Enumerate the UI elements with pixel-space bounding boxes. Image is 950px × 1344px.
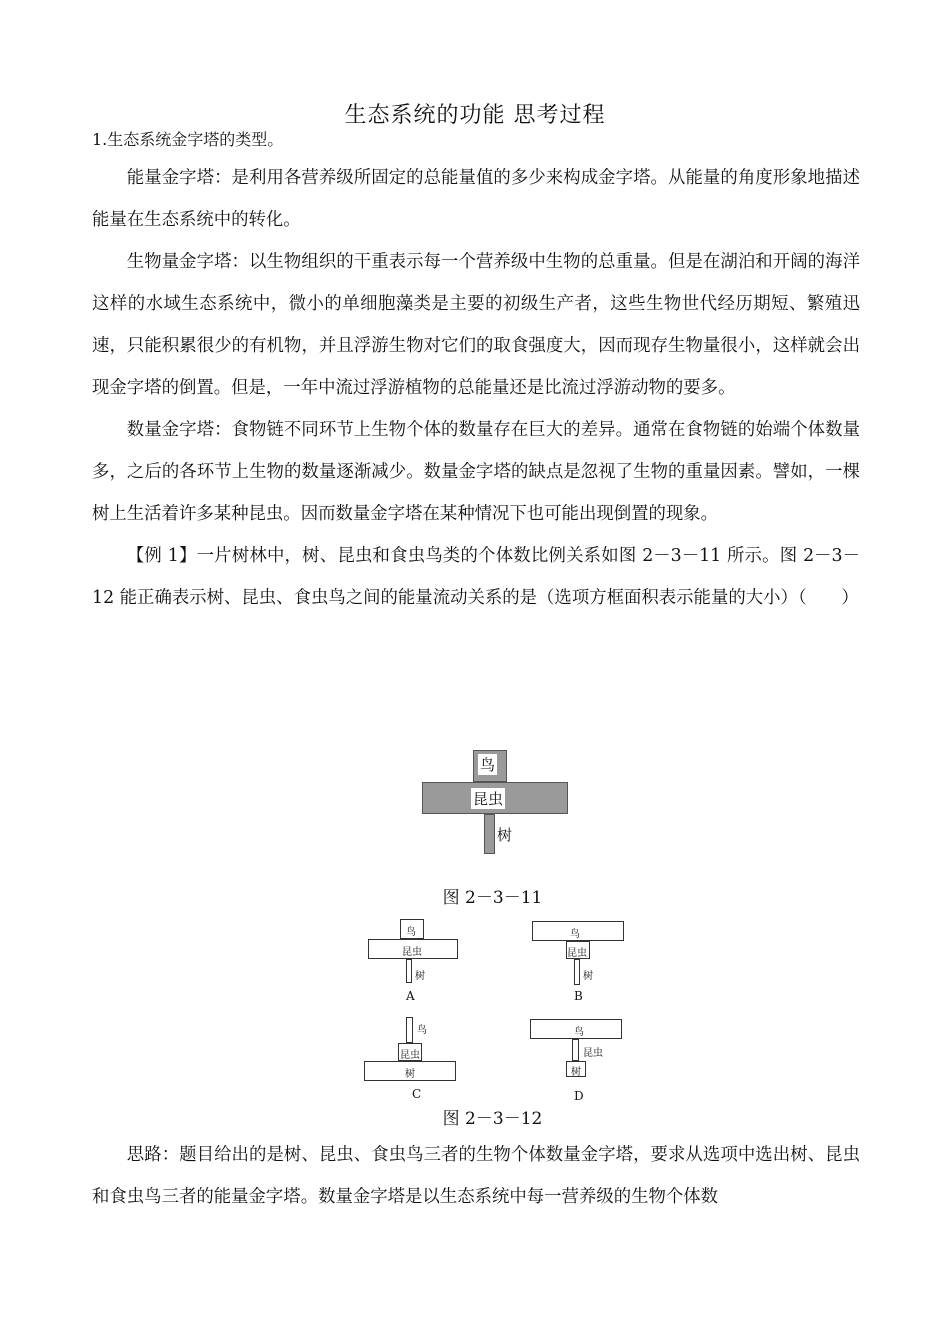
thinking-section xyxy=(92,1134,860,1218)
option-d-bird-label: 鸟 xyxy=(574,1027,584,1038)
option-a-insect-label: 昆虫 xyxy=(402,947,422,958)
paragraph-energy-pyramid: 能量金字塔：是利用各营养级所固定的总能量值的多少来构成金字塔。从能量的角度形象地描述能量在生态系统中的转化。 xyxy=(92,168,860,230)
option-d-letter: D xyxy=(574,1089,584,1103)
option-d-insect-box xyxy=(572,1039,579,1061)
tree-bar xyxy=(484,814,495,854)
thinking-paragraph: 思路：题目给出的是树、昆虫、食虫鸟三者的生物个体数量金字塔，要求从选项中选出树、昆虫和食虫鸟三者的能量金字塔。数量金字塔是以生态系统中每一营养级的生物个体数 xyxy=(92,1145,860,1207)
option-c-bird-label: 鸟 xyxy=(417,1025,427,1036)
option-a-bird-label: 鸟 xyxy=(406,927,416,938)
option-d-diagram xyxy=(528,1019,628,1109)
option-c-bird-box xyxy=(406,1017,413,1043)
intro-line: 1.生态系统金字塔的类型。 xyxy=(92,130,284,149)
tree-label: 树 xyxy=(497,826,513,844)
option-a-diagram xyxy=(366,919,460,1009)
option-c-letter: C xyxy=(412,1087,422,1101)
option-c-insect-label: 昆虫 xyxy=(400,1050,420,1061)
figure-2-3-12-caption: 图 2－3－12 xyxy=(442,1109,543,1129)
page-title: 生态系统的功能 思考过程 xyxy=(344,103,606,128)
figure-2-3-11-caption: 图 2－3－11 xyxy=(442,888,543,908)
option-d-insect-label: 昆虫 xyxy=(583,1048,603,1059)
option-b-bird-label: 鸟 xyxy=(570,929,580,940)
option-a-tree-box xyxy=(406,959,412,983)
insect-label: 昆虫 xyxy=(473,790,504,808)
option-a-tree-label: 树 xyxy=(415,971,425,982)
body-text xyxy=(92,157,860,619)
option-b-diagram xyxy=(530,919,630,1009)
paragraph-example-1: 【例 1】一片树林中，树、昆虫和食虫鸟类的个体数比例关系如图 2－3－11 所示。图 2－3－12 能正确表示树、昆虫、食虫鸟之间的能量流动关系的是（选项方框面积表示能量的大小）（ ） xyxy=(92,546,860,608)
bird-label: 鸟 xyxy=(480,756,496,774)
paragraph-biomass-pyramid: 生物量金字塔：以生物组织的干重表示每一个营养级中生物的总重量。但是在湖泊和开阔的海洋这样的水域生态系统中，微小的单细胞藻类是主要的初级生产者，这些生物世代经历期短、繁殖迅速，只能积累很少的有机物，并且浮游生物对它们的取食强度大，因而现存生物量很小，这样就会出现金字塔的倒置。但是，一年中流过浮游植物的总能量还是比流过浮游动物的要多。 xyxy=(92,252,860,398)
option-d-tree-label: 树 xyxy=(571,1067,581,1078)
figure-2-3-12 xyxy=(360,915,640,1105)
option-b-tree-label: 树 xyxy=(583,971,593,982)
option-c-tree-label: 树 xyxy=(405,1069,415,1080)
option-a-letter: A xyxy=(406,989,415,1003)
figure-2-3-11 xyxy=(420,750,570,856)
paragraph-number-pyramid: 数量金字塔：食物链不同环节上生物个体的数量存在巨大的差异。通常在食物链的始端个体数量多，之后的各环节上生物的数量逐渐减少。数量金字塔的缺点是忽视了生物的重量因素。譬如，一棵树上生活着许多某种昆虫。因而数量金字塔在某种情况下也可能出现倒置的现象。 xyxy=(92,420,860,524)
option-b-tree-box xyxy=(574,959,580,985)
option-b-insect-label: 昆虫 xyxy=(567,948,587,959)
option-c-diagram xyxy=(364,1017,464,1107)
option-b-letter: B xyxy=(574,989,583,1003)
